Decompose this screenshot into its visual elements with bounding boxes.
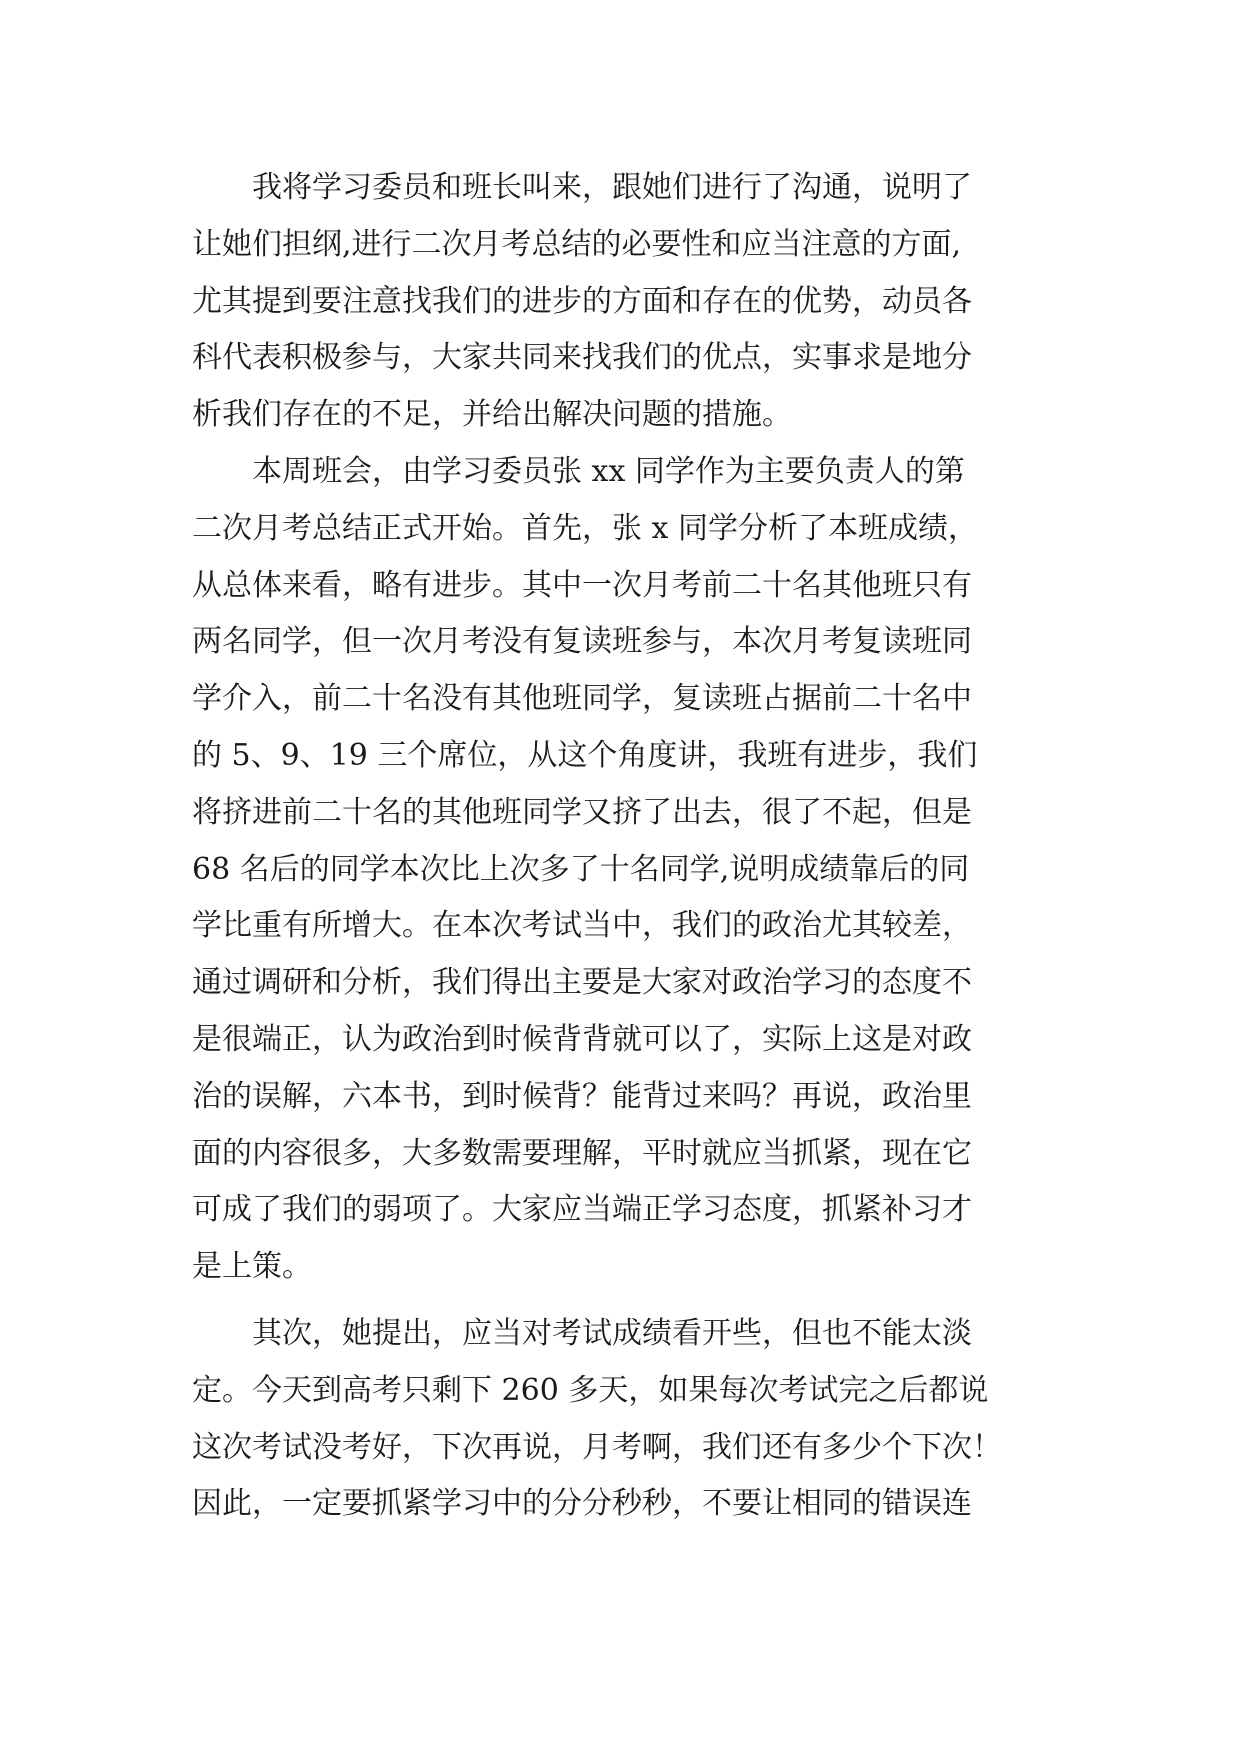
paragraph-2-line-1: 本周班会，由学习委员张 xx 同学作为主要负责人的第 (252, 453, 965, 489)
paragraph-2-line-6: 的 5、9、19 三个席位，从这个角度讲，我班有进步，我们 (192, 737, 978, 773)
paragraph-2-line-14: 可成了我们的弱项了。大家应当端正学习态度，抓紧补习才 (192, 1192, 972, 1228)
paragraph-1-line-5: 析我们存在的不足，并给出解决问题的措施。 (192, 397, 792, 433)
paragraph-3-line-4: 因此，一定要抓紧学习中的分分秒秒，不要让相同的错误连 (192, 1486, 972, 1522)
paragraph-2-line-2: 二次月考总结正式开始。首先，张 x 同学分析了本班成绩， (192, 510, 978, 546)
paragraph-1-line-1: 我将学习委员和班长叫来，跟她们进行了沟通，说明了 (252, 170, 972, 205)
body-text (192, 160, 1072, 1533)
paragraph-3-line-2: 定。今天到高考只剩下 260 多天，如果每次考试完之后都说 (192, 1372, 989, 1408)
paragraph-2-line-4: 两名同学，但一次月考没有复读班参与，本次月考复读班同 (192, 624, 972, 660)
paragraph-2-line-13: 面的内容很多，大多数需要理解，平时就应当抓紧，现在它 (192, 1135, 972, 1171)
paragraph-2-line-7: 将挤进前二十名的其他班同学又挤了出去，很了不起，但是 (192, 794, 972, 830)
paragraph-2-line-12: 治的误解，六本书，到时候背？能背过来吗？再说，政治里 (192, 1078, 972, 1114)
paragraph-spacer (192, 1296, 1072, 1306)
paragraph-1-line-4: 科代表积极参与，大家共同来找我们的优点，实事求是地分 (192, 340, 972, 376)
paragraph-2-line-9: 学比重有所增大。在本次考试当中，我们的政治尤其较差， (192, 908, 972, 944)
paragraph-1-line-2: 让她们担纲,进行二次月考总结的必要性和应当注意的方面, (192, 226, 962, 262)
paragraph-3-line-1: 其次，她提出，应当对考试成绩看开些，但也不能太淡 (252, 1315, 972, 1351)
paragraph-2-line-11: 是很端正，认为政治到时候背背就可以了，实际上这是对政 (192, 1021, 972, 1057)
paragraph-3-line-3: 这次考试没考好，下次再说，月考啊，我们还有多少个下次！ (192, 1429, 1002, 1465)
paragraph-2-line-10: 通过调研和分析，我们得出主要是大家对政治学习的态度不 (192, 965, 972, 1001)
paragraph-1-line-3: 尤其提到要注意找我们的进步的方面和存在的优势，动员各 (192, 283, 972, 319)
paragraph-2-line-8: 68 名后的同学本次比上次多了十名同学,说明成绩靠后的同 (192, 851, 970, 887)
paragraph-2-line-15: 是上策。 (192, 1249, 312, 1285)
paragraph-2-line-5: 学介入，前二十名没有其他班同学，复读班占据前二十名中 (192, 681, 972, 717)
paragraph-2-line-3: 从总体来看，略有进步。其中一次月考前二十名其他班只有 (192, 567, 972, 603)
